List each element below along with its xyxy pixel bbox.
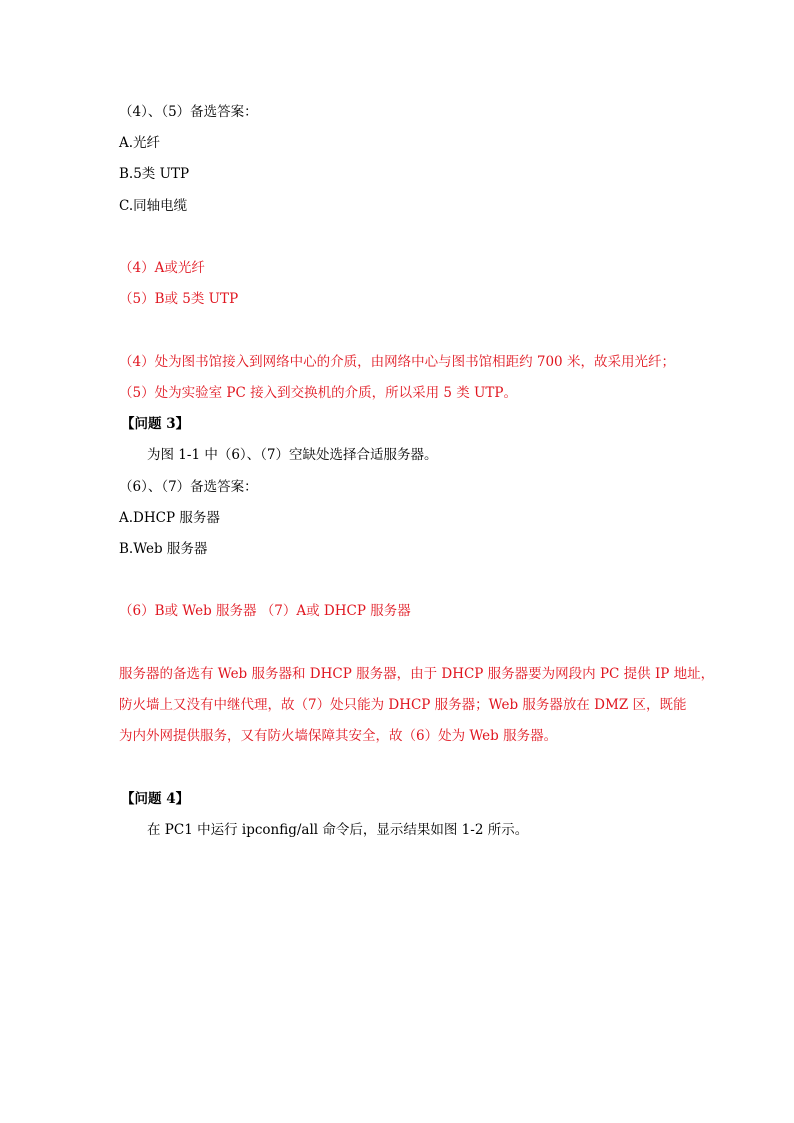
q3-options-header: （6）、（7）备选答案： — [119, 479, 258, 495]
q2-option-a: A.光纤 — [119, 135, 161, 151]
q3-option-a: A.DHCP 服务器 — [119, 510, 220, 526]
q2-options-header: （4）、（5）备选答案： — [119, 104, 258, 120]
q2-option-c: C.同轴电缆 — [119, 198, 188, 214]
q3-heading: 【问题 3】 — [121, 416, 190, 432]
q3-answer: （6）B或 Web 服务器 （7）A或 DHCP 服务器 — [119, 603, 411, 619]
q3-explain-line-2: 防火墙上又没有中继代理，故（7）处只能为 DHCP 服务器；Web 服务器放在 DMZ 区，既能 — [119, 697, 687, 713]
q4-question: 在 PC1 中运行 ipconfig/all 命令后，显示结果如图 1-2 所示。 — [147, 822, 529, 838]
q3-question: 为图 1-1 中（6）、（7）空缺处选择合适服务器。 — [147, 447, 438, 463]
q2-explain-4: （4）处为图书馆接入到网络中心的介质，由网络中心与图书馆相距约 700 米，故采用光纤； — [119, 354, 675, 370]
q3-explain-line-1: 服务器的备选有 Web 服务器和 DHCP 服务器，由于 DHCP 服务器要为网段内 PC 提供 IP 地址， — [119, 666, 715, 682]
q2-option-b: B.5类 UTP — [119, 166, 190, 182]
q2-answer-5: （5）B或 5类 UTP — [119, 291, 239, 307]
q2-answer-4: （4）A或光纤 — [119, 260, 205, 276]
q3-option-b: B.Web 服务器 — [119, 541, 208, 557]
q3-explain-line-3: 为内外网提供服务，又有防火墙保障其安全，故（6）处为 Web 服务器。 — [119, 728, 558, 744]
q4-heading: 【问题 4】 — [121, 791, 190, 807]
q2-explain-5: （5）处为实验室 PC 接入到交换机的介质，所以采用 5 类 UTP。 — [119, 385, 518, 401]
